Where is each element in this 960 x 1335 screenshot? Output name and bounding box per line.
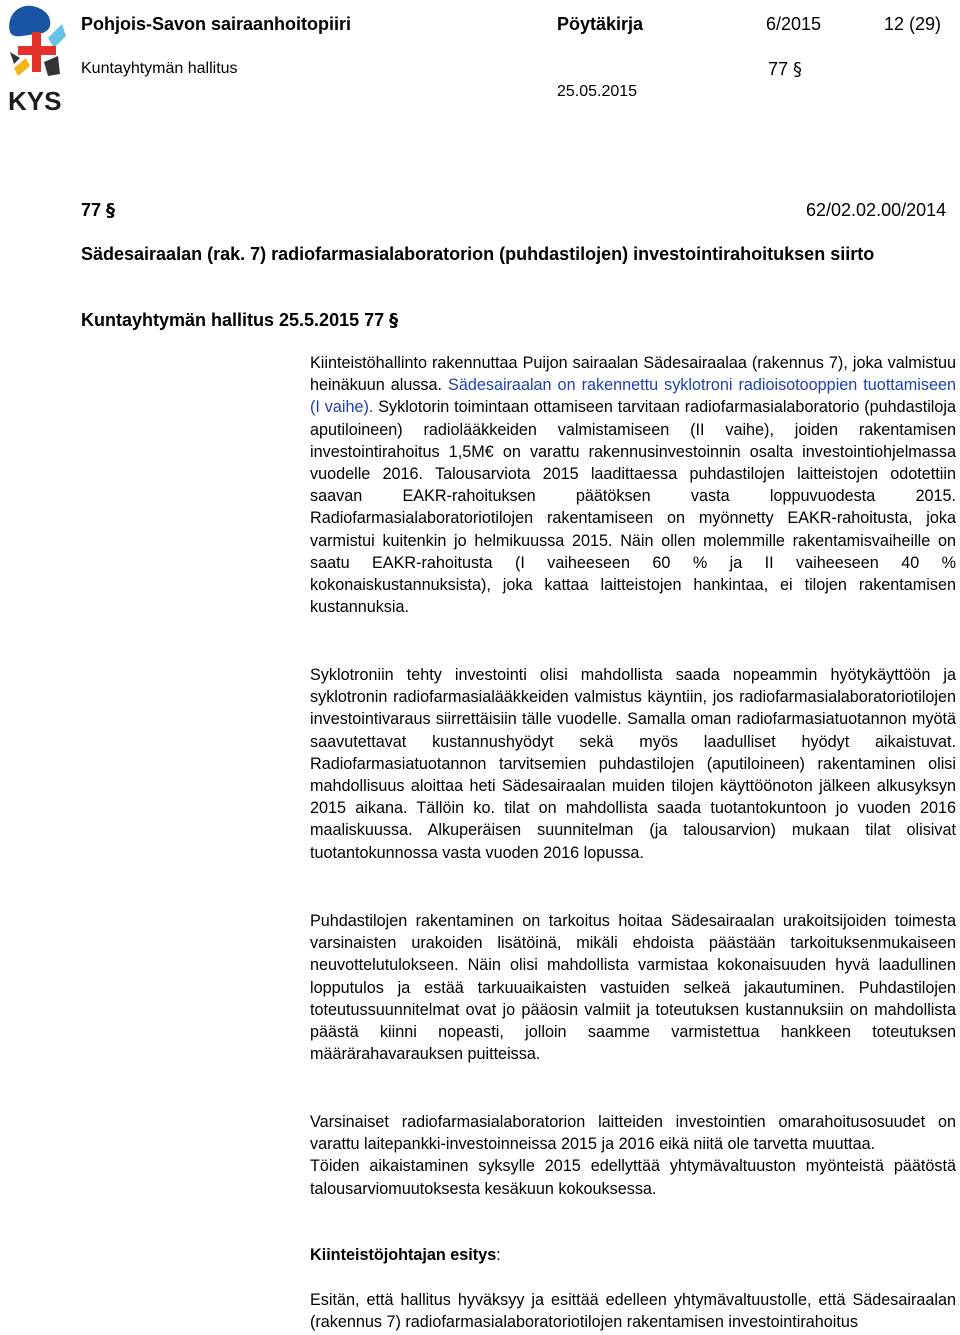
proposal-heading-colon: : [496,1246,501,1264]
paragraph-5-text: Töiden aikaistaminen syksylle 2015 edellyttää yhtymävaltuuston myönteistä päätöstä talousarviomuutoksesta kesäkuun kokouksessa. [310,1157,956,1198]
paragraph-4-text: Varsinaiset radiofarmasialaboratorion laitteiden investointien omarahoitusosuudet on varattu laitepankki-investoinneissa 2015 ja 2016 eikä niitä ole tarvetta muuttaa. [310,1113,956,1154]
proposal-heading [310,1244,956,1266]
section-sign: § [793,59,803,80]
meeting-line [81,309,398,332]
page-number: 12 (29) [884,14,942,34]
header-section-number: 77 [768,59,789,79]
paragraph-6-text: Esitän, että hallitus hyväksyy ja esittää edelleen yhtymävaltuustolle, että Sädesairaalan (rakennus 7) radiofarmasialaboratoriotilojen rakentamisen investointirahoitus [310,1291,956,1332]
paragraph-6 [310,1289,956,1333]
item-title: Sädesairaalan (rak. 7) radiofarmasialaboratorion (puhdastilojen) investointirahoituksen siirto [81,244,875,264]
paragraph-1-highlight: Sädesairaalan on rakennettu syklotroni radioisotooppien tuottamiseen (I vaihe). [310,376,956,417]
paragraph-3-text: Puhdastilojen rakentaminen on tarkoitus hoitaa Sädesairaalan urakoitsijoiden toimesta varsinaisten urakoiden lisätöinä, mikäli ehdoista päästään tarkoituksenmukaiseen neuvottelutulokseen. Näin olisi mahdollista varmistaa kokonaisuuden hyvä laadullinen lopputulos ja estää tarkuuaikaisten vastuiden selkeä jakautuminen. Puhdastilojen toteutussuunnitelmat ovat jo pääosin valmiit ja toteutuksen kustannuksiin on mahdollista päästä kiinni nopeasti, jolloin saamme varmistettua hankkeen toteutuksen määrärahavarauksen puitteissa. [310,912,956,1064]
header-date: 25.05.2015 [557,83,638,100]
item-number-value: 77 [81,200,102,220]
body-name: Kuntayhtymän hallitus [81,60,238,77]
paragraph-1-text-c: Syklotorin toimintaan ottamiseen tarvitaan radiofarmasialaboratorio (puhdastiloja aputiloineen) radiolääkkeiden valmistamiseen (II vaihe), joiden rakentamisen investointirahoitus 1,5M€ on varattu rakennusinvestoinnin osalta investointiohjelmassa vuodelle 2016. Talousarviota 2015 laadittaessa puhdastilojen laitteistojen odotettiin saavan EAKR-rahoituksen päätöksen vasta loppuvuodesta 2015. Radiofarmasialaboratoriotilojen rakentamiseen on myönnetty EAKR-rahoitusta, joka varmistui kuitenkin jo helmikuussa 2015. Näin ollen molemmille rakentamisvaiheille on saatu EAKR-rahoitusta (I vaiheeseen 60 % ja II vaiheeseen 40 % kokonaiskustannuksista), joka kattaa laitteistojen hankintaa, ei tilojen rakentamisen kustannuksia. [310,398,956,617]
doc-type: Pöytäkirja [557,14,644,34]
record-code: 62/02.02.00/2014 [806,200,947,220]
proposal-heading-text: Kiinteistöjohtajan esitys [310,1246,497,1264]
doc-number: 6/2015 [766,14,822,34]
paragraph-2 [310,664,956,864]
item-section-sign: § [106,200,116,221]
meeting-section-sign: § [389,310,399,331]
logo-text: KYS [8,86,62,114]
paragraph-1 [310,352,956,618]
item-number [81,199,115,222]
kys-logo [4,2,68,114]
paragraph-3 [310,910,956,1065]
header-section [768,58,802,81]
paragraph-1-text-a: Kiinteistöhallinto rakennuttaa Puijon sairaalan Sädesairaalaa (rakennus 7), joka valmistuu heinäkuun alussa. [310,354,956,395]
kys-logo-mark [4,2,68,114]
paragraph-2-text: Syklotroniin tehty investointi olisi mahdollista saada nopeammin hyötykäyttöön ja syklotronin radiofarmasialääkkeiden valmistus käyntiin, jos radiofarmasialaboratoriotilojen investointivaraus siirrettäisiin tälle vuodelle. Samalla oman radiofarmasiatuotannon myötä saavutettavat kustannushyödyt sekä myös laadulliset hyödyt aikaistuvat. Radiofarmasiatuotannon tarvitsemien puhdastilojen (aputiloineen) rakentaminen olisi mahdollisuus aloittaa heti Sädesairaalan muiden tilojen käyttöönoton jälkeen alkusyksyn 2015 aikana. Tällöin ko. tilat on mahdollista saada tuotantokuntoon jo vuoden 2016 maaliskuussa. Alkuperäisen suunnitelman (ja talousarvion) mukaan tilat olisivat tuotantokunnossa vasta vuoden 2016 lopussa. [310,666,956,862]
organization-name: Pohjois-Savon sairaanhoitopiiri [81,14,352,34]
meeting-line-text: Kuntayhtymän hallitus 25.5.2015 77 [81,310,385,330]
paragraph-4 [310,1111,956,1200]
